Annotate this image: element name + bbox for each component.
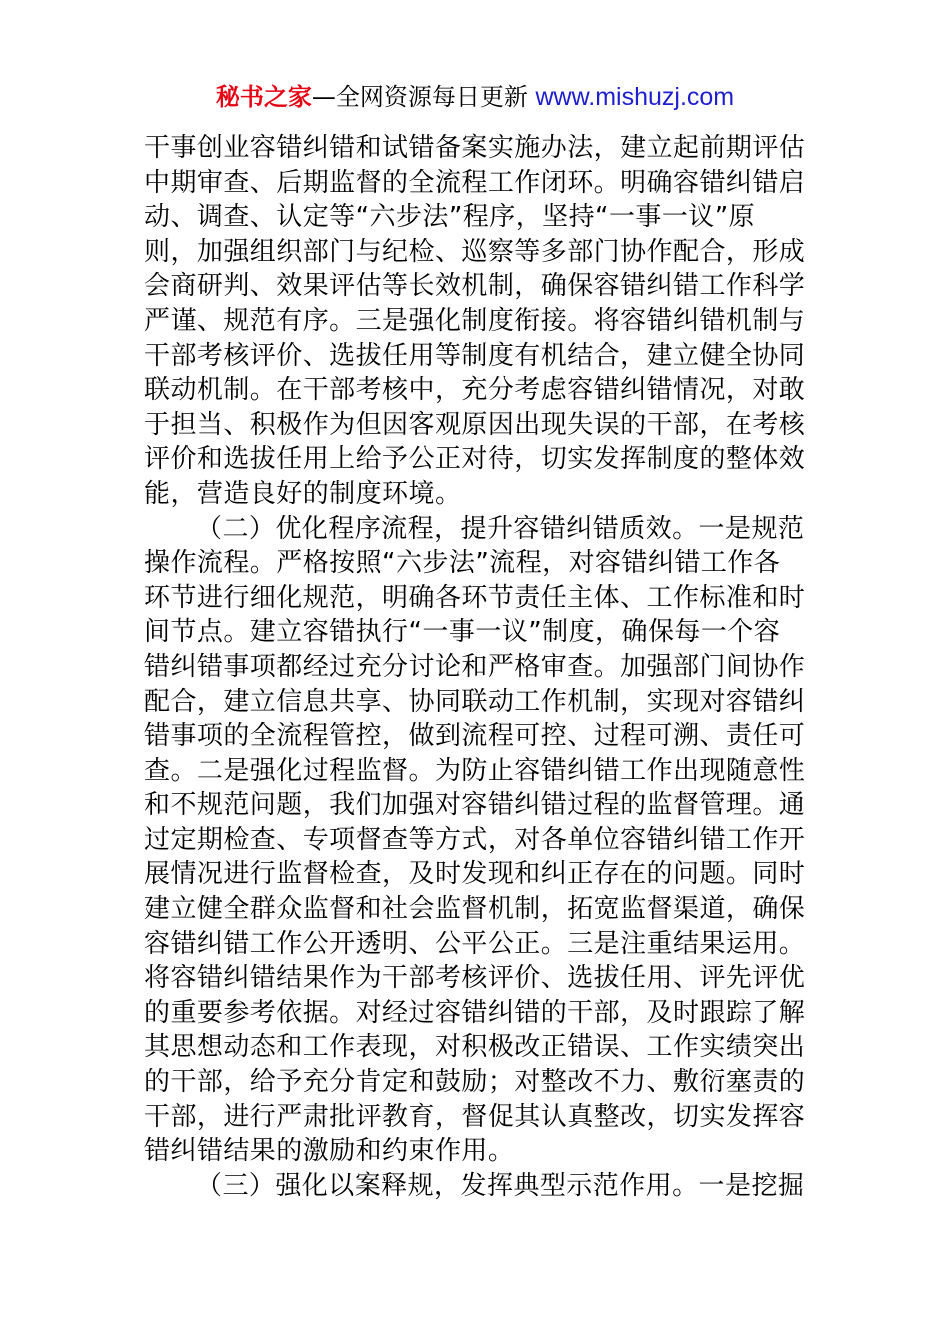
text-line: 会商研判、效果评估等长效机制，确保容错纠错工作科学 (144, 271, 806, 302)
text-line: 能，营造良好的制度环境。 (144, 478, 462, 509)
text-line: 联动机制。在干部考核中，充分考虑容错纠错情况，对敢 (144, 375, 806, 406)
text-line: 干部，进行严肃批评教育，督促其认真整改，切实发挥容 (144, 1101, 806, 1132)
section-heading-line: （三）强化以案释规，发挥典型示范作用。一是挖掘 (196, 1170, 805, 1201)
text-line: 中期审查、后期监督的全流程工作闭环。明确容错纠错启 (144, 167, 806, 198)
text-line: 间节点。建立容错执行“一事一议”制度，确保每一个容 (144, 617, 781, 648)
text-line: 评价和选拔任用上给予公正对待，切实发挥制度的整体效 (144, 444, 806, 475)
text-line: 查。二是强化过程监督。为防止容错纠错工作出现随意性 (144, 755, 806, 786)
text-line: 的重要参考依据。对经过容错纠错的干部，及时跟踪了解 (144, 997, 806, 1028)
document-body (144, 131, 808, 1203)
text-line: 环节进行细化规范，明确各环节责任主体、工作标准和时 (144, 582, 806, 613)
text-line: 过定期检查、专项督查等方式，对各单位容错纠错工作开 (144, 824, 806, 855)
text-line: 将容错纠错结果作为干部考核评价、选拔任用、评先评优 (144, 963, 806, 994)
text-line: 干部考核评价、选拔任用等制度有机结合，建立健全协同 (144, 340, 806, 371)
text-line: 其思想动态和工作表现，对积极改正错误、工作实绩突出 (144, 1032, 806, 1063)
text-line: 的干部，给予充分肯定和鼓励；对整改不力、敷衍塞责的 (144, 1067, 806, 1098)
text-line: 动、调查、认定等“六步法”程序，坚持“一事一议”原 (144, 202, 756, 233)
text-line: 错事项的全流程管控，做到流程可控、过程可溯、责任可 (144, 721, 806, 752)
text-line: 干事创业容错纠错和试错备案实施办法，建立起前期评估 (144, 133, 806, 163)
text-line: 容错纠错工作公开透明、公平公正。三是注重结果运用。 (144, 928, 806, 959)
header-site-link[interactable]: www.mishuzj.com (535, 83, 735, 111)
text-line: 则，加强组织部门与纪检、巡察等多部门协作配合，形成 (144, 236, 806, 267)
text-line: 和不规范问题，我们加强对容错纠错过程的监督管理。通 (144, 790, 806, 821)
text-line: 错纠错结果的激励和约束作用。 (144, 1136, 515, 1167)
text-line: 错纠错事项都经过充分讨论和严格审查。加强部门间协作 (144, 651, 806, 682)
header-brand: 秘书之家 (215, 83, 312, 111)
text-line: 严谨、规范有序。三是强化制度衔接。将容错纠错机制与 (144, 305, 806, 336)
text-line: 展情况进行监督检查，及时发现和纠正存在的问题。同时 (144, 859, 806, 890)
text-line: 配合，建立信息共享、协同联动工作机制，实现对容错纠 (144, 686, 806, 717)
text-line: 操作流程。严格按照“六步法”流程，对容错纠错工作各 (144, 548, 781, 579)
text-line: 建立健全群众监督和社会监督机制，拓宽监督渠道，确保 (144, 894, 806, 925)
page-header (0, 80, 950, 114)
section-heading-line: （二）优化程序流程，提升容错纠错质效。一是规范 (196, 513, 805, 544)
header-tagline: —全网资源每日更新 (311, 83, 528, 111)
text-line: 于担当、积极作为但因客观原因出现失误的干部，在考核 (144, 409, 806, 440)
